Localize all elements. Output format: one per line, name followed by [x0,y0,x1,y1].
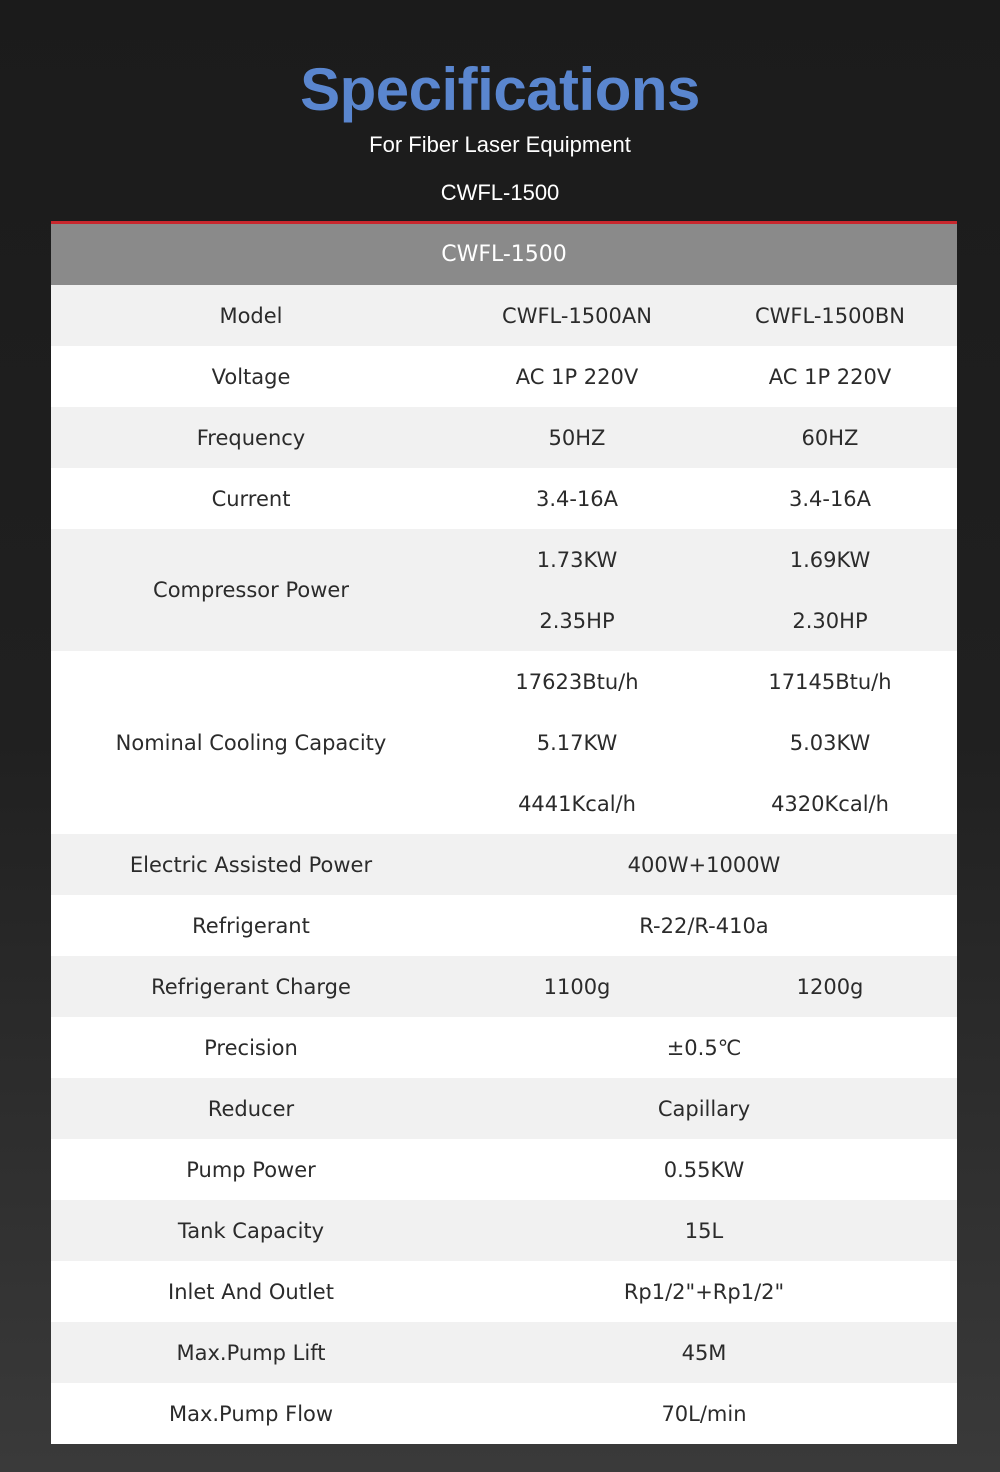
table-row-pump-power [51,1139,957,1200]
table-row-precision [51,1017,957,1078]
table-row-current [51,468,957,529]
cell-cooling-kw-an: 5.17KW [451,712,703,773]
row-label: Reducer [51,1078,451,1139]
table-row-frequency [51,407,957,468]
cell-inlet-outlet: Rp1/2"+Rp1/2" [451,1261,957,1322]
cell-compressor-hp-an: 2.35HP [451,590,703,651]
row-label: Pump Power [51,1139,451,1200]
cell-frequency-bn: 60HZ [703,407,957,468]
table-caption: CWFL-1500 [51,224,957,285]
table-row-reducer [51,1078,957,1139]
cell-current-an: 3.4-16A [451,468,703,529]
table-row-refrigerant [51,895,957,956]
spec-table-container [51,221,957,1444]
row-label: Refrigerant [51,895,451,956]
table-row-model [51,285,957,346]
cell-pump-power: 0.55KW [451,1139,957,1200]
row-label: Compressor Power [51,529,451,651]
cell-electric-assisted-power: 400W+1000W [451,834,957,895]
spec-table [51,285,957,1444]
table-row-inlet-outlet [51,1261,957,1322]
row-label: Max.Pump Flow [51,1383,451,1444]
row-label: Tank Capacity [51,1200,451,1261]
cell-compressor-hp-bn: 2.30HP [703,590,957,651]
cell-model-an: CWFL-1500AN [451,285,703,346]
cell-refrigerant: R-22/R-410a [451,895,957,956]
cell-cooling-kcal-bn: 4320Kcal/h [703,773,957,834]
row-label: Refrigerant Charge [51,956,451,1017]
table-row-compressor-power [51,529,957,590]
row-label: Model [51,285,451,346]
row-label: Inlet And Outlet [51,1261,451,1322]
cell-max-pump-lift: 45M [451,1322,957,1383]
cell-precision: ±0.5℃ [451,1017,957,1078]
table-row-voltage [51,346,957,407]
row-label: Frequency [51,407,451,468]
cell-cooling-btu-bn: 17145Btu/h [703,651,957,712]
table-row-electric-assisted-power [51,834,957,895]
cell-reducer: Capillary [451,1078,957,1139]
row-label: Voltage [51,346,451,407]
page-subtitle: For Fiber Laser Equipment [369,132,631,157]
model-heading: CWFL-1500 [440,180,560,205]
row-label: Electric Assisted Power [51,834,451,895]
cell-cooling-kw-bn: 5.03KW [703,712,957,773]
cell-tank-capacity: 15L [451,1200,957,1261]
row-label: Max.Pump Lift [51,1322,451,1383]
cell-compressor-kw-bn: 1.69KW [703,529,957,590]
table-row-refrigerant-charge [51,956,957,1017]
table-row-max-pump-lift [51,1322,957,1383]
cell-max-pump-flow: 70L/min [451,1383,957,1444]
cell-compressor-kw-an: 1.73KW [451,529,703,590]
cell-refrigerant-charge-bn: 1200g [703,956,957,1017]
row-label: Current [51,468,451,529]
page-title: Specifications [300,56,700,123]
cell-voltage-bn: AC 1P 220V [703,346,957,407]
cell-cooling-kcal-an: 4441Kcal/h [451,773,703,834]
cell-voltage-an: AC 1P 220V [451,346,703,407]
cell-cooling-btu-an: 17623Btu/h [451,651,703,712]
row-label: Precision [51,1017,451,1078]
row-label: Nominal Cooling Capacity [51,651,451,834]
cell-current-bn: 3.4-16A [703,468,957,529]
table-row-cooling-capacity [51,651,957,712]
cell-refrigerant-charge-an: 1100g [451,956,703,1017]
table-row-max-pump-flow [51,1383,957,1444]
table-row-tank-capacity [51,1200,957,1261]
cell-model-bn: CWFL-1500BN [703,285,957,346]
cell-frequency-an: 50HZ [451,407,703,468]
